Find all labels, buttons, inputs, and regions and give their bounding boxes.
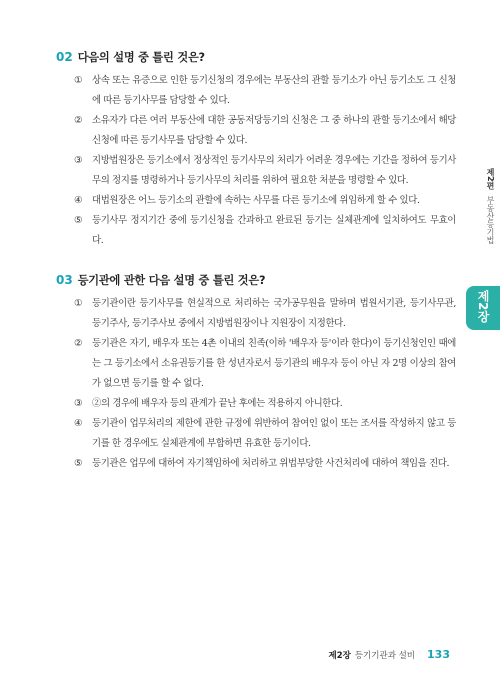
option-item [74, 334, 456, 394]
option-item [74, 111, 456, 151]
side-section-label [478, 168, 496, 244]
option-marker: ① [74, 75, 83, 86]
option-text: 지방법원장은 등기소에서 정상적인 등기사무의 처리가 어려운 경우에는 기간을 정하여 등기사무의 정지를 명령하거나 등기사무의 처리를 위하여 필요한 처분을 명령할 수 있다. [92, 155, 456, 186]
option-marker: ③ [74, 398, 83, 409]
page-number: 133 [427, 648, 450, 661]
option-marker: ④ [74, 418, 83, 429]
option-text: 등기관은 업무에 대하여 자기책임하에 처리하고 위법부당한 사건처리에 대하여 책임을 진다. [92, 458, 450, 469]
option-marker: ④ [74, 195, 83, 206]
option-text: 대법원장은 어느 등기소의 관할에 속하는 사무를 다른 등기소에 위임하게 할 수 있다. [92, 195, 420, 206]
side-part-title: 부동산등기법 [486, 196, 495, 245]
option-marker: ⑤ [74, 215, 83, 226]
option-marker: ⑤ [74, 458, 83, 469]
option-text: 등기관이 업무처리의 제한에 관한 규정에 위반하여 참여인 없이 또는 조서를 작성하지 않고 등기를 한 경우에도 실체관계에 부합하면 유효한 등기이다. [92, 418, 456, 449]
option-item [74, 414, 456, 454]
option-item [74, 211, 456, 251]
footer-title: 등기기관과 설비 [354, 651, 416, 661]
option-text: 소유자가 다른 여러 부동산에 대한 공동저당등기의 신청은 그 중 하나의 관할 등기소에서 해당 신청에 따른 등기사무를 담당할 수 있다. [92, 115, 456, 146]
option-item [74, 71, 456, 111]
option-marker: ③ [74, 155, 83, 166]
option-marker: ② [74, 115, 83, 126]
chapter-badge [466, 286, 500, 330]
option-text: 등기사무 정지기간 중에 등기신청을 간과하고 완료된 등기는 실체관계에 일치하여도 무효이다. [92, 215, 456, 246]
option-item [74, 294, 456, 334]
option-text: 등기관이란 등기사무를 현실적으로 처리하는 국가공무원을 말하며 법원서기관, 등기사무관, 등기주사, 등기주사보 중에서 지방법원장이나 지원장이 지정한다. [92, 298, 456, 329]
option-text: 등기관은 자기, 배우자 또는 4촌 이내의 친족(이하 '배우자 등'이라 한다)이 등기신청인인 때에는 그 등기소에서 소유권등기를 한 성년자로서 등기관의 배우자 등이 아닌 자 2명 이상의 참여가 없으면 등기를 할 수 없다. [92, 338, 456, 389]
question-stem: 다음의 설명 중 틀린 것은? [77, 51, 205, 64]
side-part-label: 제2편 [486, 168, 495, 190]
question-03 [56, 272, 456, 474]
question-header [56, 272, 456, 288]
question-header [56, 49, 456, 65]
option-marker: ① [74, 298, 83, 309]
question-stem: 등기관에 관한 다음 설명 중 틀린 것은? [77, 274, 266, 287]
question-number: 02 [56, 50, 73, 64]
option-marker: ② [74, 338, 83, 349]
option-item [74, 151, 456, 191]
question-02 [56, 49, 456, 251]
option-list [56, 71, 456, 251]
option-item [74, 394, 456, 414]
option-item [74, 454, 456, 474]
question-number: 03 [56, 273, 73, 287]
option-text: ②의 경우에 배우자 등의 관계가 끝난 후에는 적용하지 아니한다. [92, 398, 343, 409]
option-text: 상속 또는 유증으로 인한 등기신청의 경우에는 부동산의 관할 등기소가 아닌 등기소도 그 신청에 따른 등기사무를 담당할 수 있다. [92, 75, 456, 106]
option-item [74, 191, 456, 211]
option-list [56, 294, 456, 474]
page-footer [329, 648, 451, 661]
footer-chapter: 제2장 [328, 651, 351, 661]
chapter-badge-label: 제2장 [476, 290, 490, 323]
